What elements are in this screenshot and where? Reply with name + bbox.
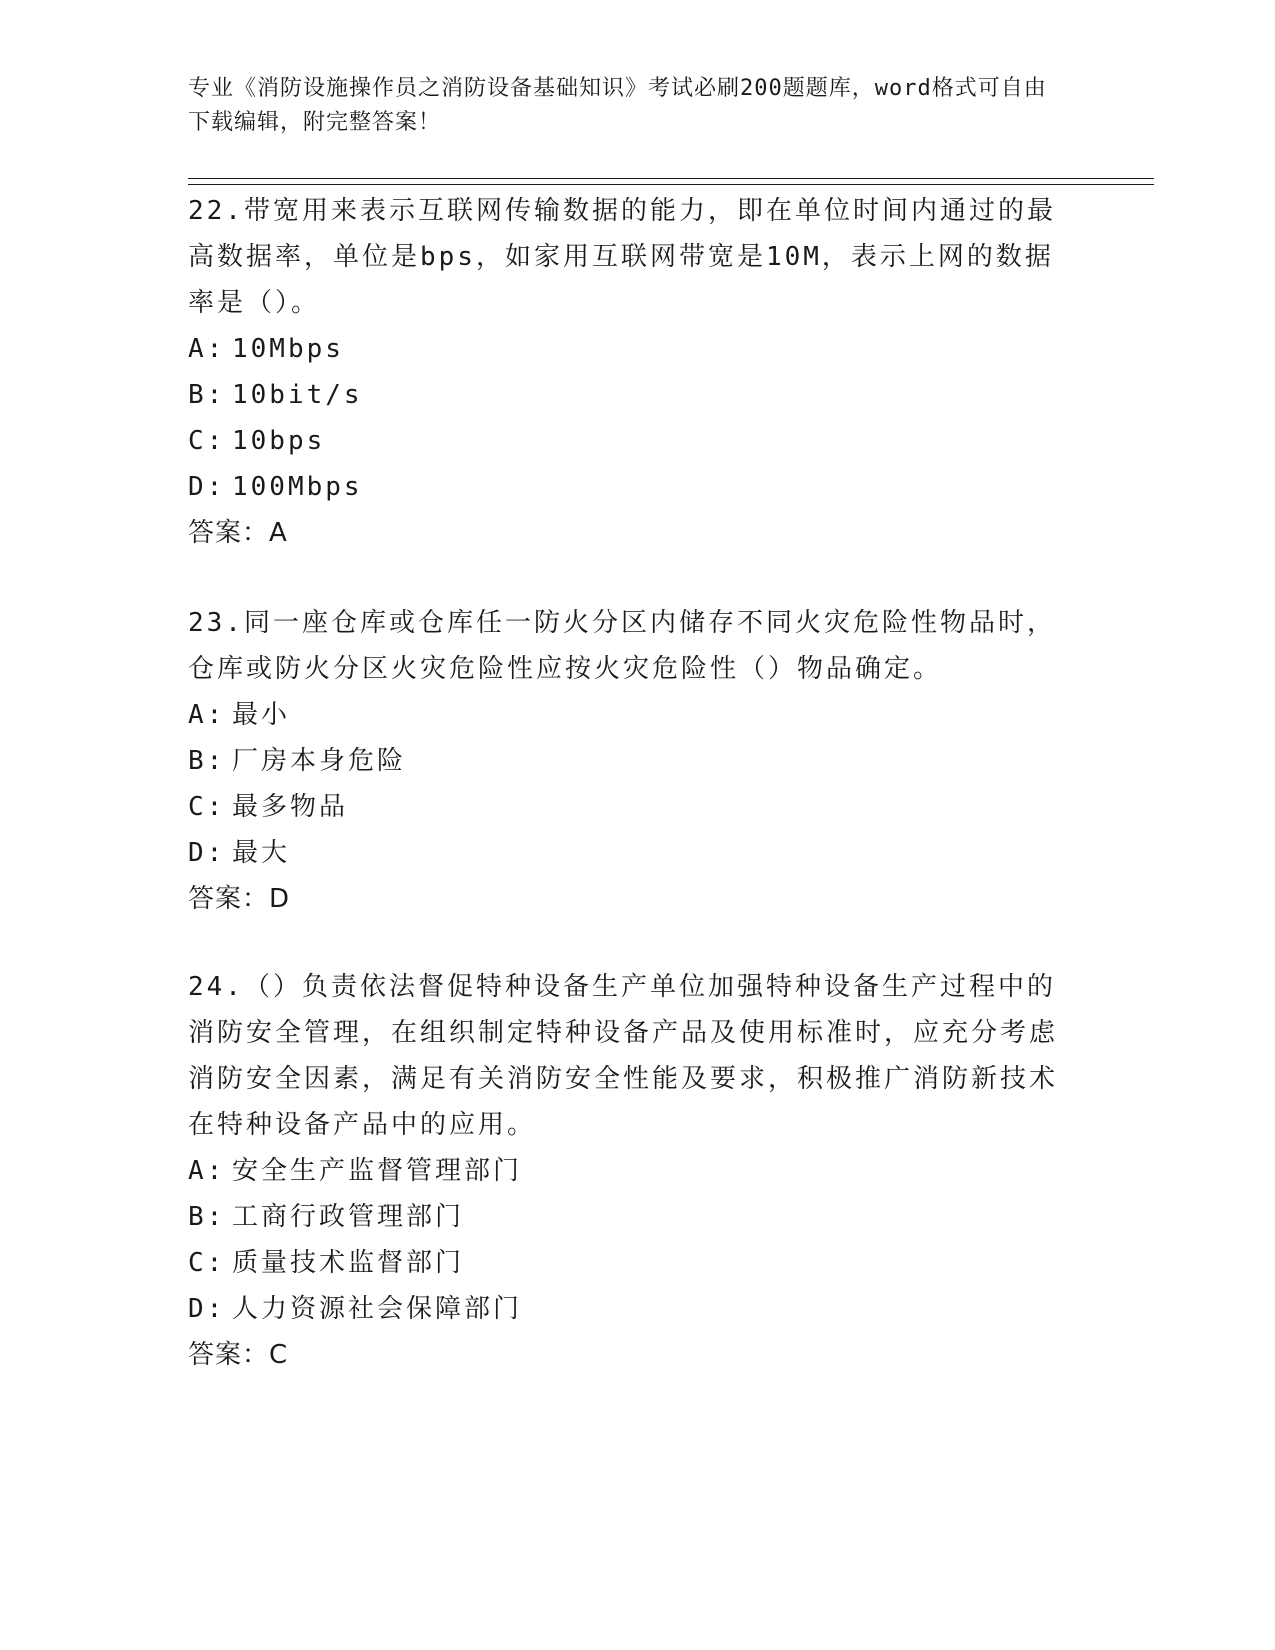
option-text: 100Mbps — [232, 472, 363, 502]
option-letter: A: — [188, 334, 226, 364]
option-letter: A: — [188, 700, 226, 730]
option-text: 最小 — [232, 700, 291, 730]
option-text: 最多物品 — [232, 792, 349, 822]
option-c — [188, 784, 1078, 830]
option-c — [188, 1240, 1078, 1286]
option-letter: C: — [188, 426, 226, 456]
option-text: 工商行政管理部门 — [232, 1202, 465, 1232]
option-d — [188, 830, 1078, 876]
option-a — [188, 326, 1078, 372]
option-letter: B: — [188, 746, 226, 776]
option-text: 安全生产监督管理部门 — [232, 1156, 523, 1186]
option-text: 10bit/s — [232, 380, 363, 410]
question-stem: 23.同一座仓库或仓库任一防火分区内储存不同火灾危险性物品时，仓库或防火分区火灾危险性应按火灾危险性（）物品确定。 — [188, 608, 1056, 684]
option-letter: A: — [188, 1156, 226, 1186]
question-stem: 22.带宽用来表示互联网传输数据的能力，即在单位时间内通过的最高数据率，单位是bps，如家用互联网带宽是10M，表示上网的数据率是（）。 — [188, 196, 1056, 318]
option-letter: B: — [188, 380, 226, 410]
option-c — [188, 418, 1078, 464]
option-text: 最大 — [232, 838, 291, 868]
question-stem: 24.（）负责依法督促特种设备生产单位加强特种设备生产过程中的消防安全管理，在组织制定特种设备产品及使用标准时，应充分考虑消防安全因素，满足有关消防安全性能及要求，积极推广消防新技术在特种设备产品中的应用。 — [188, 972, 1059, 1140]
option-b — [188, 372, 1078, 418]
option-letter: C: — [188, 792, 226, 822]
option-text: 质量技术监督部门 — [232, 1248, 465, 1278]
header-divider-top — [188, 178, 1154, 179]
answer-line: 答案：A — [188, 518, 288, 548]
document-header: 专业《消防设施操作员之消防设备基础知识》考试必刷200题题库，word格式可自由下载编辑，附完整答案！ — [188, 76, 1047, 135]
option-b — [188, 738, 1078, 784]
option-letter: D: — [188, 838, 226, 868]
answer-line: 答案：C — [188, 1340, 289, 1370]
option-letter: D: — [188, 1294, 226, 1324]
option-a — [188, 692, 1078, 738]
option-letter: B: — [188, 1202, 226, 1232]
header-divider-bottom — [188, 184, 1154, 185]
option-d — [188, 1286, 1078, 1332]
option-text: 10bps — [232, 426, 326, 456]
answer-line: 答案：D — [188, 884, 291, 914]
option-d — [188, 464, 1078, 510]
option-letter: C: — [188, 1248, 226, 1278]
question-22 — [188, 188, 1078, 556]
option-text: 厂房本身危险 — [232, 746, 407, 776]
question-23 — [188, 600, 1078, 922]
option-text: 人力资源社会保障部门 — [232, 1294, 523, 1324]
option-text: 10Mbps — [232, 334, 344, 364]
question-24 — [188, 964, 1078, 1378]
option-a — [188, 1148, 1078, 1194]
option-b — [188, 1194, 1078, 1240]
option-letter: D: — [188, 472, 226, 502]
